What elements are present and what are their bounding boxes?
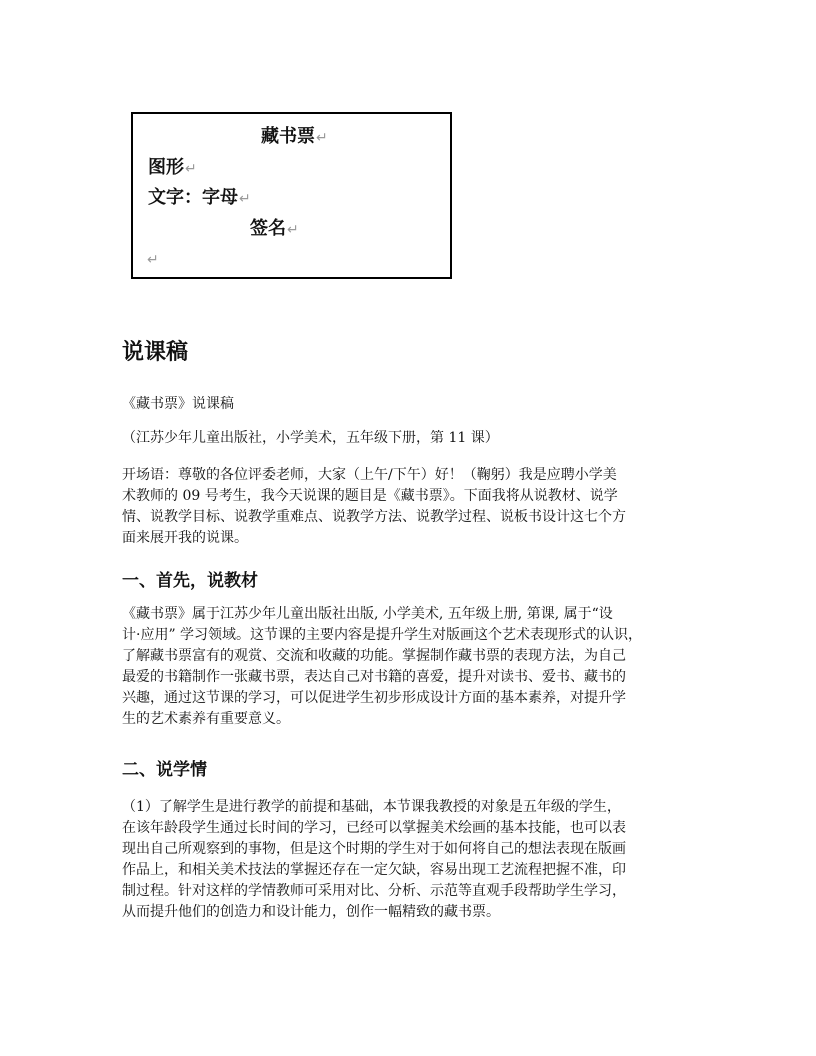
box-text-line <box>148 187 251 210</box>
paragraph-line: 术教师的 09 号考生，我今天说课的题目是《藏书票》。下面我将从说教材、说学 <box>122 488 618 504</box>
box-text-text: 文字：字母 <box>148 187 238 208</box>
section1-paragraph <box>122 604 702 730</box>
box-sign-line <box>250 218 299 241</box>
paragraph-line: 生的艺术素养有重要意义。 <box>122 711 290 727</box>
section1-heading: 一、首先，说教材 <box>122 571 258 591</box>
box-graphic-line <box>148 157 197 180</box>
bookplate-outline-box <box>131 112 452 279</box>
paragraph-line: 《藏书票》属于江苏少年儿童出版社出版, 小学美术, 五年级上册, 第课, 属于“设 <box>122 606 613 622</box>
paragraph-mark-icon: ↵ <box>147 252 159 268</box>
box-graphic-text: 图形 <box>148 157 184 178</box>
paragraph-line: 从而提升他们的创造力和设计能力，创作一幅精致的藏书票。 <box>122 904 500 920</box>
paragraph-line: 制过程。针对这样的学情教师可采用对比、分析、示范等直观手段帮助学生学习， <box>122 883 626 899</box>
paragraph-line: 在该年龄段学生通过长时间的学习，已经可以掌握美术绘画的基本技能，也可以表 <box>122 820 626 836</box>
document-source: （江苏少年儿童出版社，小学美术，五年级下册，第 11 课） <box>122 430 499 446</box>
paragraph-line: 面来展开我的说课。 <box>122 530 248 546</box>
section2-heading: 二、说学情 <box>122 760 207 780</box>
paragraph-line: （1）了解学生是进行教学的前提和基础，本节课我教授的对象是五年级的学生， <box>122 799 621 815</box>
paragraph-line: 最爱的书籍制作一张藏书票，表达自己对书籍的喜爱，提升对读书、爱书、藏书的 <box>122 669 626 685</box>
box-sign-text: 签名 <box>250 218 286 239</box>
paragraph-line: 了解藏书票富有的观赏、交流和收藏的功能。掌握制作藏书票的表现方法，为自己 <box>122 648 626 664</box>
document-title: 说课稿 <box>122 340 189 365</box>
box-title: 藏书票 <box>261 126 315 147</box>
paragraph-mark-icon: ↵ <box>185 161 197 177</box>
paragraph-line: 作品上，和相关美术技法的掌握还存在一定欠缺，容易出现工艺流程把握不准，印 <box>122 862 626 878</box>
paragraph-line: 现出自己所观察到的事物，但是这个时期的学生对于如何将自己的想法表现在版画 <box>122 841 626 857</box>
document-subtitle: 《藏书票》说课稿 <box>122 396 234 412</box>
paragraph-line: 兴趣，通过这节课的学习，可以促进学生初步形成设计方面的基本素养，对提升学 <box>122 690 626 706</box>
paragraph-line: 计·应用” 学习领域。这节课的主要内容是提升学生对版画这个艺术表现形式的认识， <box>122 627 643 643</box>
paragraph-mark-icon: ↵ <box>239 191 251 207</box>
opening-paragraph <box>122 465 702 549</box>
paragraph-line: 情、说教学目标、说教学重难点、说教学方法、说教学过程、说板书设计这七个方 <box>122 509 626 525</box>
paragraph-mark-icon: ↵ <box>287 222 299 238</box>
box-empty-line <box>146 248 159 271</box>
paragraph-line: 开场语：尊敬的各位评委老师，大家（上午/下午）好！（鞠躬）我是应聘小学美 <box>122 467 617 483</box>
section2-paragraph <box>122 797 702 923</box>
paragraph-mark-icon: ↵ <box>316 130 328 146</box>
box-title-line <box>261 126 328 149</box>
